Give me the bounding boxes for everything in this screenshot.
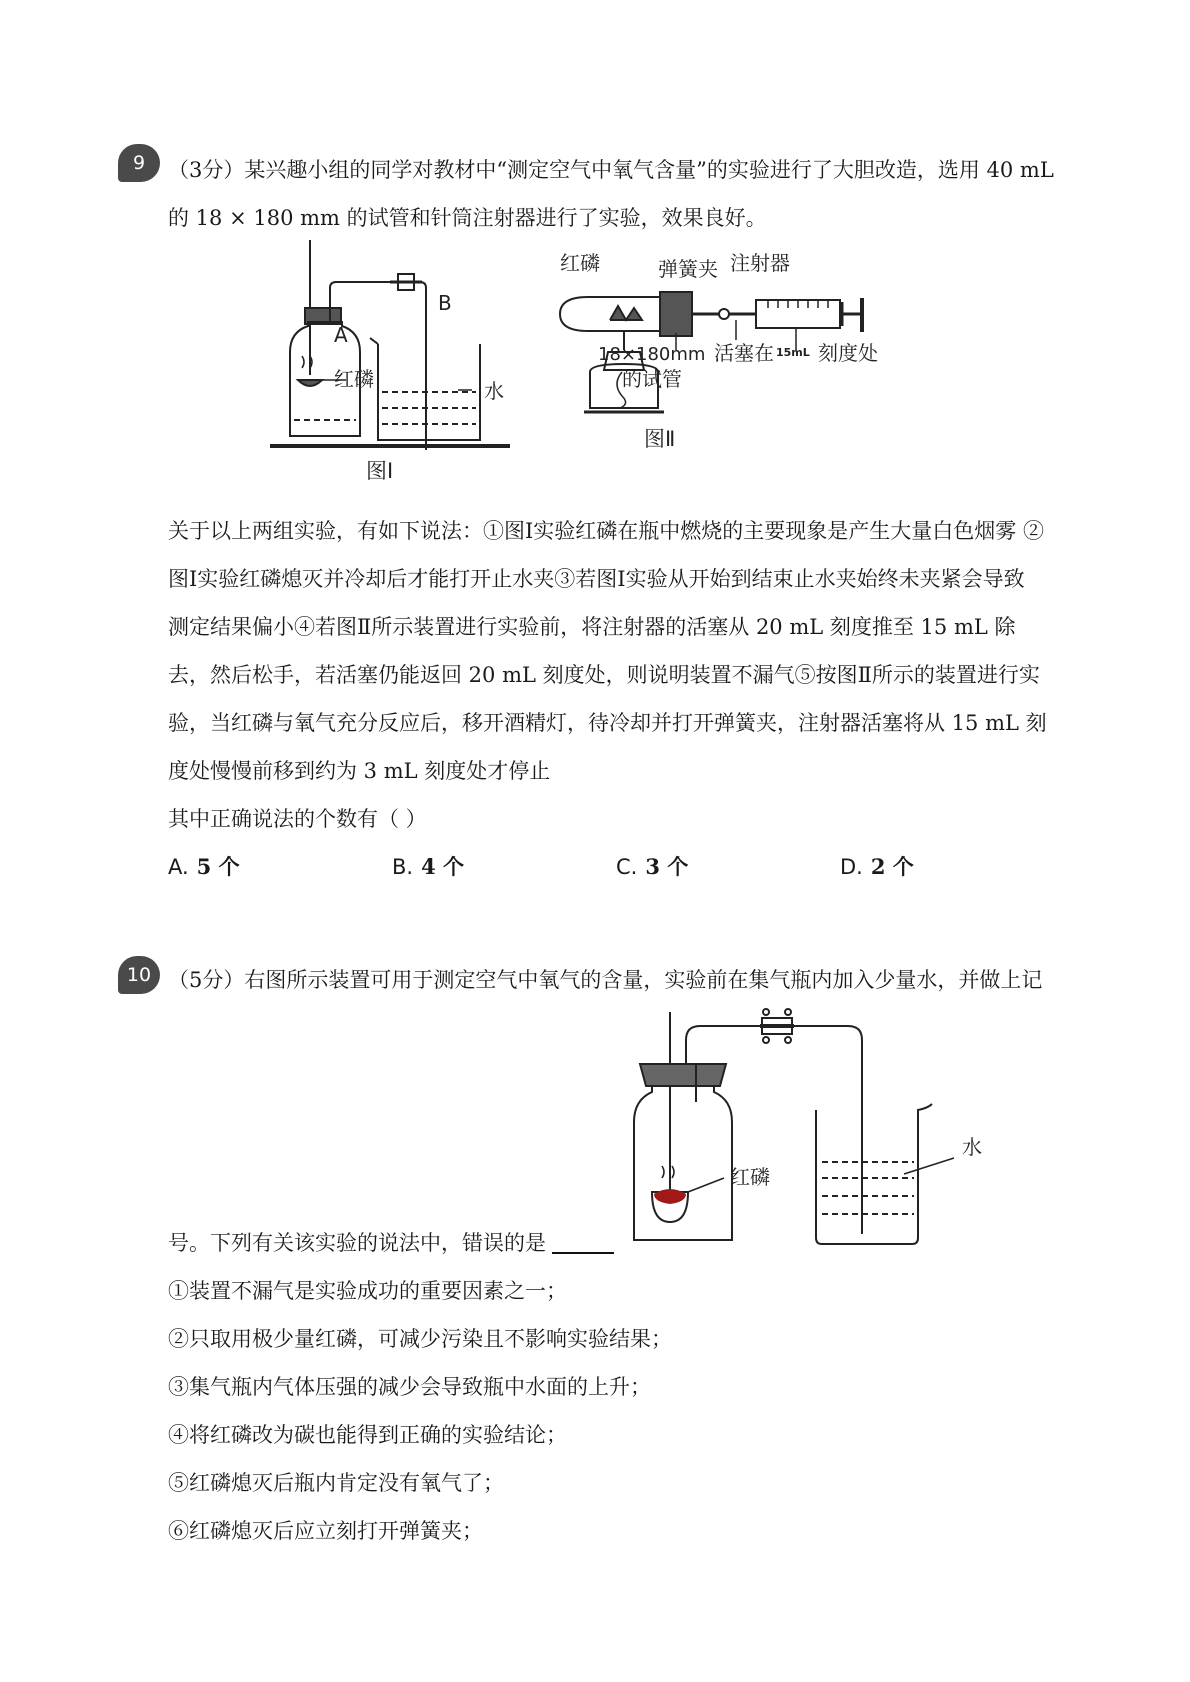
question-9-paragraph-line-1: 关于以上两组实验，有如下说法：①图Ⅰ实验红磷在瓶中燃烧的主要现象是产生大量白色烟雾 ② (168, 519, 1044, 543)
question-10-stem-line-1: （5分）右图所示装置可用于测定空气中氧气的含量，实验前在集气瓶内加入少量水，并做上记 (168, 968, 1043, 992)
statement-2: ②只取用极少量红磷，可减少污染且不影响实验结果； (168, 1327, 672, 1351)
fig2-stopper (660, 292, 692, 336)
statement-5: ⑤红磷熄灭后瓶内肯定没有氧气了； (168, 1471, 504, 1495)
fig1-label-b: B (438, 291, 452, 315)
option-b-key: B. (392, 855, 414, 879)
fig1-label-a: A (334, 323, 348, 347)
fig2-caption: 图Ⅱ (644, 427, 676, 451)
statement-3: ③集气瓶内气体压强的减少会导致瓶中水面的上升； (168, 1375, 651, 1399)
option-c-key: C. (616, 855, 638, 879)
fig2-label-piston-2: 15mL (776, 346, 810, 359)
question-9-paragraph-line-5: 验，当红磷与氧气充分反应后，移开酒精灯，待冷却并打开弹簧夹，注射器活塞将从 15 mL 刻 (168, 711, 1047, 735)
option-d-value: 2 个 (870, 854, 914, 879)
figure-2-apparatus (560, 240, 980, 490)
option-b[interactable] (392, 852, 464, 882)
fig2-clamp (719, 309, 729, 319)
q10-stopper (640, 1064, 726, 1086)
q10-label-water: 水 (962, 1135, 982, 1159)
q10-label-phosphorus: 红磷 (730, 1165, 770, 1189)
question-10-stem-text: 号。下列有关该实验的说法中，错误的是 (168, 1231, 546, 1255)
question-10-number: 10 (118, 956, 160, 994)
question-9-prompt: 其中正确说法的个数有（ ） (168, 807, 427, 831)
question-9-paragraph-line-4: 去，然后松手，若活塞仍能返回 20 mL 刻度处，则说明装置不漏气⑤按图Ⅱ所示的装置进行实 (168, 663, 1040, 687)
option-c-value: 3 个 (645, 854, 689, 879)
fig1-label-water: 水 (484, 379, 504, 403)
option-a[interactable] (168, 852, 240, 882)
fig2-test-tube (560, 297, 660, 331)
fig2-label-tube-1: 18×180mm (598, 344, 706, 365)
option-c[interactable] (616, 852, 688, 882)
option-b-value: 4 个 (421, 854, 465, 879)
question-9-stem-line-1: （3分）某兴趣小组的同学对教材中“测定空气中氧气含量”的实验进行了大胆改造，选用 40 mL (168, 158, 1054, 182)
question-9-paragraph-line-2: 图Ⅰ实验红磷熄灭并冷却后才能打开止水夹③若图Ⅰ实验从开始到结束止水夹始终未夹紧会导致 (168, 567, 1025, 591)
q10-tube (686, 1026, 862, 1234)
question-10-stem-line-2 (168, 1228, 614, 1258)
fig1-label-phosphorus: 红磷 (334, 367, 374, 391)
statement-1: ①装置不漏气是实验成功的重要因素之一； (168, 1279, 567, 1303)
question-9-stem-line-2: 的 18 × 180 mm 的试管和针筒注射器进行了实验，效果良好。 (168, 206, 767, 230)
q10-beaker (816, 1104, 932, 1244)
fig2-label-syringe: 注射器 (730, 251, 790, 275)
statement-6: ⑥红磷熄灭后应立刻打开弹簧夹； (168, 1519, 483, 1543)
option-d-key: D. (840, 855, 863, 879)
fig2-label-piston-3: 刻度处 (818, 341, 878, 365)
statement-4: ④将红磷改为碳也能得到正确的实验结论； (168, 1423, 567, 1447)
figure-1-apparatus (270, 240, 530, 490)
option-a-value: 5 个 (196, 854, 240, 879)
question-9-paragraph-line-6: 度处慢慢前移到约为 3 mL 刻度处才停止 (168, 759, 551, 783)
fig2-label-clamp: 弹簧夹 (658, 257, 718, 281)
fig1-spoon (298, 380, 322, 386)
answer-blank[interactable] (552, 1230, 614, 1254)
fig1-caption: 图Ⅰ (366, 459, 394, 483)
fig2-label-phosphorus: 红磷 (560, 251, 600, 275)
question-9-number: 9 (118, 144, 160, 182)
question-10-apparatus (628, 1012, 1008, 1262)
option-d[interactable] (840, 852, 914, 882)
fig2-label-tube-2: 的试管 (622, 367, 682, 391)
fig2-label-piston-1: 活塞在 (714, 341, 774, 365)
fig2-phosphorus (610, 306, 642, 320)
option-a-key: A. (168, 855, 189, 879)
question-9-paragraph-line-3: 测定结果偏小④若图Ⅱ所示装置进行实验前，将注射器的活塞从 20 mL 刻度推至 15 mL 除 (168, 615, 1016, 639)
